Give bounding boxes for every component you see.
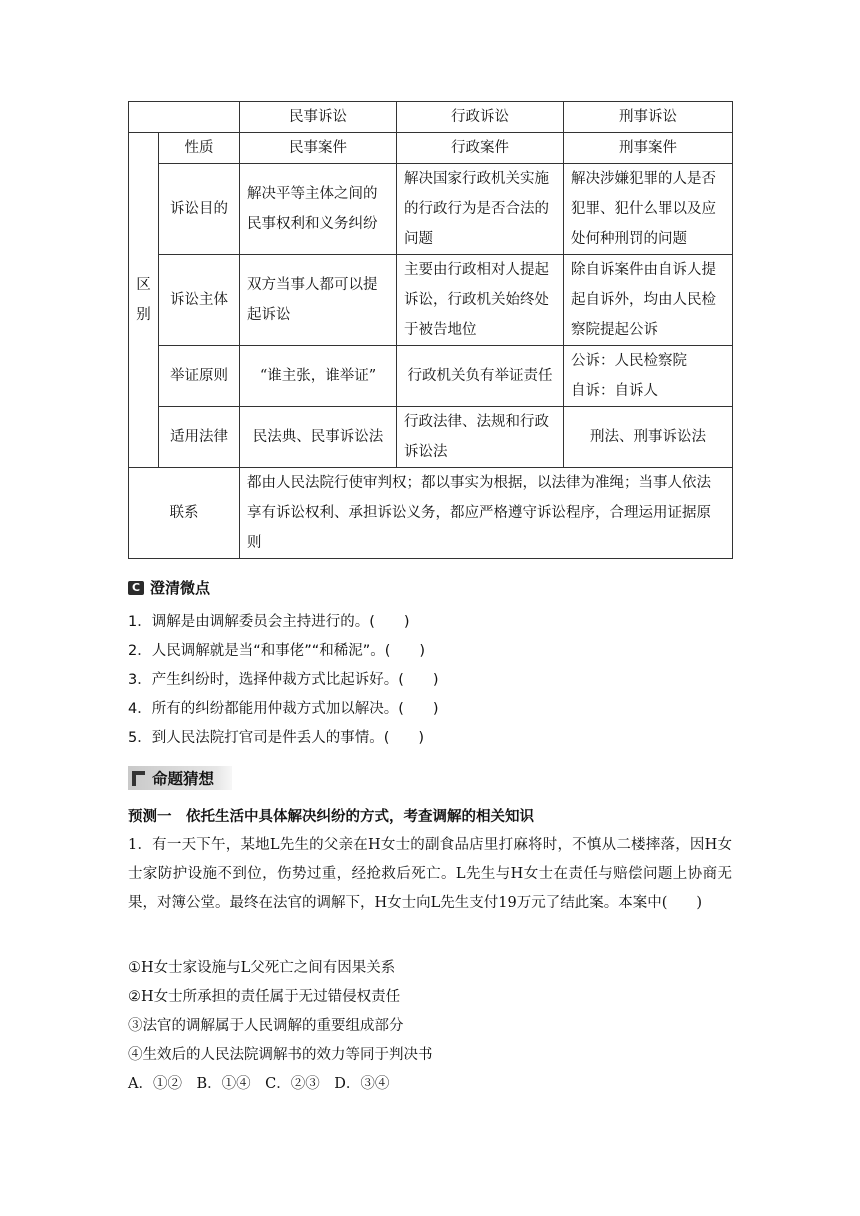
table-row-link — [129, 468, 733, 559]
answer-options: A．①② B．①④ C．②③ D．③④ — [128, 1076, 390, 1092]
table-cell: 公诉：人民检察院 自诉：自诉人 — [564, 346, 733, 407]
list-item: 1．调解是由调解委员会主持进行的。( ) — [128, 614, 410, 630]
statement-item: ①H女士家设施与L父死亡之间有因果关系 — [128, 960, 396, 976]
row-label: 举证原则 — [159, 346, 240, 407]
table-cell: 解决国家行政机关实施的行政行为是否合法的问题 — [397, 164, 564, 255]
list-item: 3．产生纠纷时，选择仲裁方式比起诉好。( ) — [128, 672, 439, 688]
table-cell: 主要由行政相对人提起诉讼，行政机关始终处于被告地位 — [397, 255, 564, 346]
statement-item: ②H女士所承担的责任属于无过错侵权责任 — [128, 989, 401, 1005]
corner-bracket-icon — [132, 771, 145, 786]
question-stem: 1．有一天下午，某地L先生的父亲在H女士的副食品店里打麻将时，不慎从二楼摔落，因H女士家防护设施不到位，伤势过重，经抢救后死亡。L先生与H女士在责任与赔偿问题上协商无果，对簿公堂。最终在法官的调解下，H女士向L先生支付19万元了结此案。本案中( ) — [128, 837, 732, 911]
table-cell: 除自诉案件由自诉人提起自诉外，均由人民检察院提起公诉 — [564, 255, 733, 346]
table-row — [129, 164, 733, 255]
row-label: 性质 — [159, 133, 240, 164]
list-item: 2．人民调解就是当“和事佬”“和稀泥”。( ) — [128, 643, 426, 659]
predict-banner — [128, 766, 232, 790]
table-cell: 行政法律、法规和行政诉讼法 — [397, 407, 564, 468]
row-label: 诉讼主体 — [159, 255, 240, 346]
prediction-heading: 预测一 依托生活中具体解决纠纷的方式，考查调解的相关知识 — [128, 809, 534, 825]
link-cell: 都由人民法院行使审判权；都以事实为根据，以法律为准绳；当事人依法享有诉讼权利、承担诉讼义务，都应严格遵守诉讼程序，合理运用证据原则 — [240, 468, 733, 559]
table-row — [129, 407, 733, 468]
header-administrative: 行政诉讼 — [397, 102, 564, 133]
list-item: 5．到人民法院打官司是件丢人的事情。( ) — [128, 730, 425, 746]
statement-item: ③法官的调解属于人民调解的重要组成部分 — [128, 1018, 404, 1034]
table-cell: 民事案件 — [240, 133, 397, 164]
table-cell: 民法典、民事诉讼法 — [240, 407, 397, 468]
table-cell: 行政案件 — [397, 133, 564, 164]
table-row — [129, 346, 733, 407]
table-header-row — [129, 102, 733, 133]
predict-title: 命题猜想 — [152, 770, 215, 788]
row-label: 联系 — [129, 468, 240, 559]
table-cell: “谁主张，谁举证” — [240, 346, 397, 407]
c-box-icon: C — [128, 581, 144, 595]
row-label: 诉讼目的 — [159, 164, 240, 255]
table-cell: 双方当事人都可以提起诉讼 — [240, 255, 397, 346]
group-label-difference: 区 别 — [129, 133, 159, 468]
table-cell: 行政机关负有举证责任 — [397, 346, 564, 407]
clarify-heading — [128, 577, 210, 598]
table-cell: 刑法、刑事诉讼法 — [564, 407, 733, 468]
table-cell: 解决平等主体之间的民事权利和义务纠纷 — [240, 164, 397, 255]
statement-item: ④生效后的人民法院调解书的效力等同于判决书 — [128, 1047, 433, 1063]
table-cell: 解决涉嫌犯罪的人是否犯罪、犯什么罪以及应处何种刑罚的问题 — [564, 164, 733, 255]
clarify-title: 澄清微点 — [150, 579, 211, 597]
header-criminal: 刑事诉讼 — [564, 102, 733, 133]
header-civil: 民事诉讼 — [240, 102, 397, 133]
table-cell: 刑事案件 — [564, 133, 733, 164]
table-row — [129, 255, 733, 346]
table-corner-cell — [129, 102, 240, 133]
list-item: 4．所有的纠纷都能用仲裁方式加以解决。( ) — [128, 701, 439, 717]
table-row — [129, 133, 733, 164]
row-label: 适用法律 — [159, 407, 240, 468]
comparison-table — [128, 101, 733, 559]
